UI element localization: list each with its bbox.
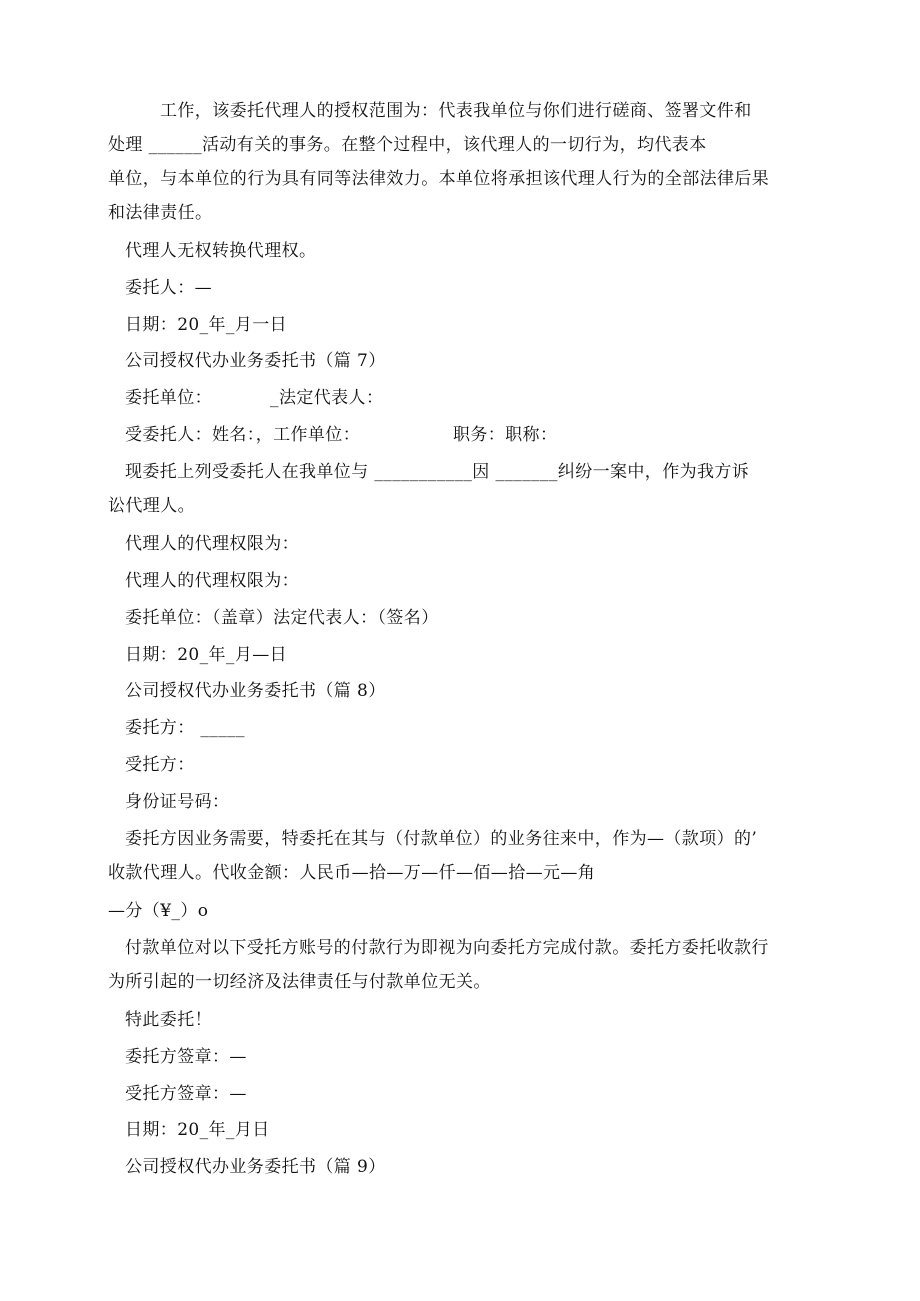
date-line: 日期：20_年_月—日 (125, 645, 288, 665)
form-line: 委托单位： _法定代表人： (125, 388, 384, 408)
paragraph-line: 单位，与本单位的行为具有同等法律效力。本单位将承担该代理人行为的全部法律后果 (108, 169, 770, 189)
paragraph-line: 代理人无权转换代理权。 (125, 241, 317, 261)
form-line: 受委托人：姓名：，工作单位： 职务：职称： (125, 425, 558, 445)
form-line: 受托方： (125, 755, 195, 775)
paragraph-line: 收款代理人。代收金额：人民币—拾—万—仟—佰—拾—元—角 (108, 863, 596, 883)
signature-line: 受托方签章：— (125, 1084, 247, 1104)
paragraph-line: 工作，该委托代理人的授权范围为：代表我单位与你们进行磋商、签署文件和 (160, 101, 752, 121)
paragraph-line: 和法律责任。 (108, 203, 213, 223)
paragraph-line: 代理人的代理权限为： (125, 571, 299, 591)
paragraph-line: 为所引起的一切经济及法律责任与付款单位无关。 (108, 972, 491, 992)
paragraph-line: 付款单位对以下受托方账号的付款行为即视为向委托方完成付款。委托方委托收款行 (125, 938, 769, 958)
section-title: 公司授权代办业务委托书（篇 8） (125, 681, 386, 701)
date-line: 日期：20_年_月一日 (125, 315, 288, 335)
paragraph-line: 讼代理人。 (108, 496, 195, 516)
signer-line: 委托人：— (125, 278, 212, 298)
paragraph-line: 代理人的代理权限为： (125, 534, 299, 554)
paragraph-line: 特此委托！ (125, 1010, 212, 1030)
form-line: 身份证号码： (125, 792, 230, 812)
date-line: 日期：20_年_月日 (125, 1120, 270, 1140)
paragraph-line: —分（¥_）o (108, 901, 209, 921)
section-title: 公司授权代办业务委托书（篇 7） (125, 351, 386, 371)
signature-line: 委托单位：（盖章）法定代表人：（签名） (125, 608, 439, 628)
form-line: 委托方： _____ (125, 718, 245, 738)
section-title: 公司授权代办业务委托书（篇 9） (125, 1157, 386, 1177)
paragraph-line: 委托方因业务需要，特委托在其与（付款单位）的业务往来中，作为—（款项）的’ (125, 829, 758, 849)
paragraph-line: 处理 ______活动有关的事务。在整个过程中，该代理人的一切行为，均代表本 (108, 135, 707, 155)
paragraph-line: 现委托上列受委托人在我单位与 ___________因 _______纠纷一案中，作为我方诉 (125, 462, 750, 482)
signature-line: 委托方签章：— (125, 1047, 247, 1067)
